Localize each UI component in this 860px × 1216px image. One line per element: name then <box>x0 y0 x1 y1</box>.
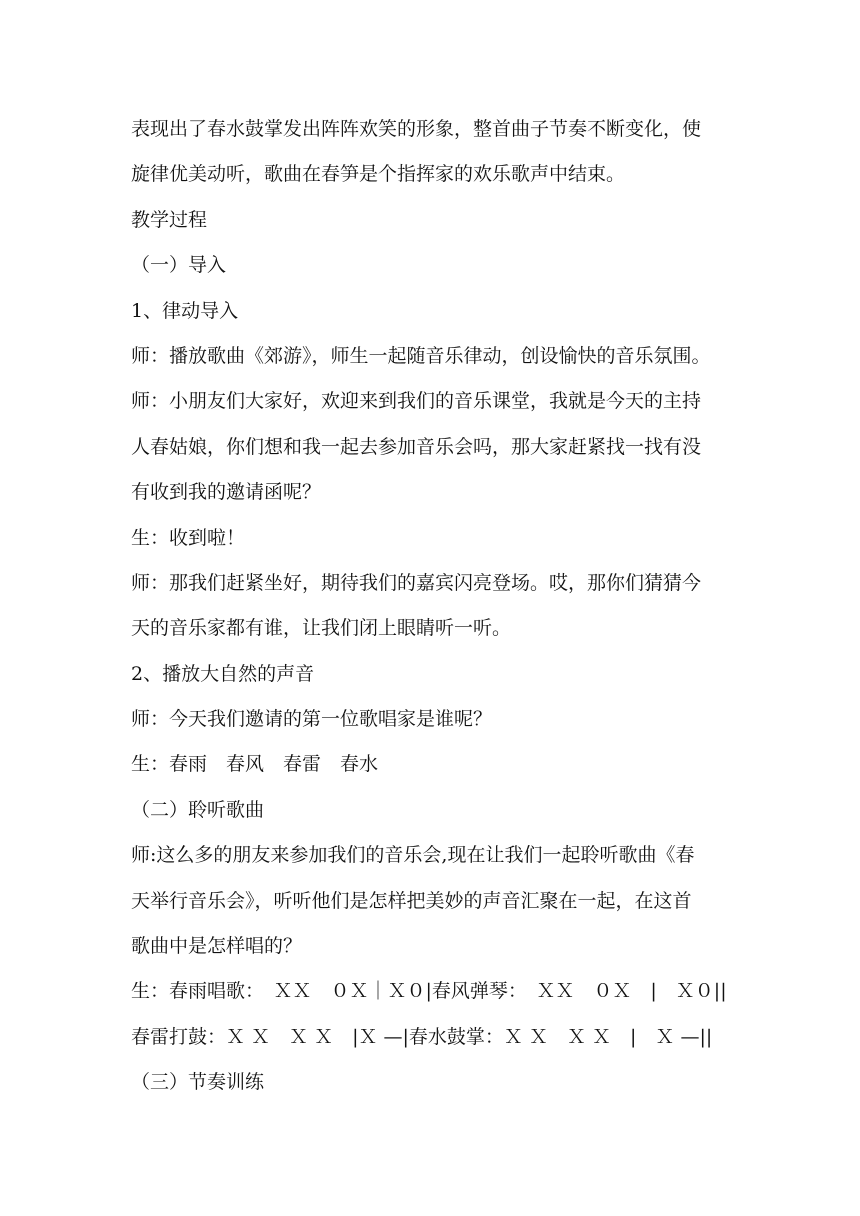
text-line: 旋律优美动听，歌曲在春笋是个指挥家的欢乐歌声中结束。 <box>131 163 626 186</box>
text-line: 师：今天我们邀请的第一位歌唱家是谁呢？ <box>131 708 493 731</box>
text-line: 生：春雨 春风 春雷 春水 <box>131 753 379 776</box>
text-line: 天举行音乐会》，听听他们是怎样把美妙的声音汇聚在一起，在这首 <box>131 889 692 912</box>
rhythm-notation-line: 生：春雨唱歌： ＸＸ ０Ｘ｜Ｘ０|春风弹琴： ＸＸ ０Ｘ | Ｘ０|| <box>131 980 727 1003</box>
section-heading: （三）节奏训练 <box>131 1071 265 1094</box>
section-heading: （一）导入 <box>131 254 227 277</box>
section-heading: 教学过程 <box>131 208 208 231</box>
document-body <box>131 107 731 1106</box>
text-line: 人春姑娘，你们想和我一起去参加音乐会吗，那大家赶紧找一找有没 <box>131 435 702 458</box>
text-line: 师：播放歌曲《郊游》，师生一起随音乐律动，创设愉快的音乐氛围。 <box>131 344 711 367</box>
text-line: 有收到我的邀请函呢？ <box>131 481 322 504</box>
text-line: 师:这么多的朋友来参加我们的音乐会,现在让我们一起聆听歌曲《春 <box>131 844 695 867</box>
text-line: 表现出了春水鼓掌发出阵阵欢笑的形象，整首曲子节奏不断变化，使 <box>131 118 702 140</box>
text-line: 师：小朋友们大家好，欢迎来到我们的音乐课堂，我就是今天的主持 <box>131 390 702 413</box>
text-line: 师：那我们赶紧坐好，期待我们的嘉宾闪亮登场。哎，那你们猜猜今 <box>131 571 702 594</box>
rhythm-notation-line: 春雷打鼓：Ｘ Ｘ Ｘ Ｘ |Ｘ —|春水鼓掌：Ｘ Ｘ Ｘ Ｘ | Ｘ —|| <box>131 1025 713 1048</box>
text-line: 天的音乐家都有谁，让我们闭上眼睛听一听。 <box>131 617 512 640</box>
subsection-heading: 2、播放大自然的声音 <box>131 662 315 685</box>
text-line: 歌曲中是怎样唱的？ <box>131 935 303 958</box>
subsection-heading: 1、律动导入 <box>131 299 239 322</box>
text-line: 生：收到啦！ <box>131 526 246 549</box>
section-heading: （二）聆听歌曲 <box>131 798 265 821</box>
